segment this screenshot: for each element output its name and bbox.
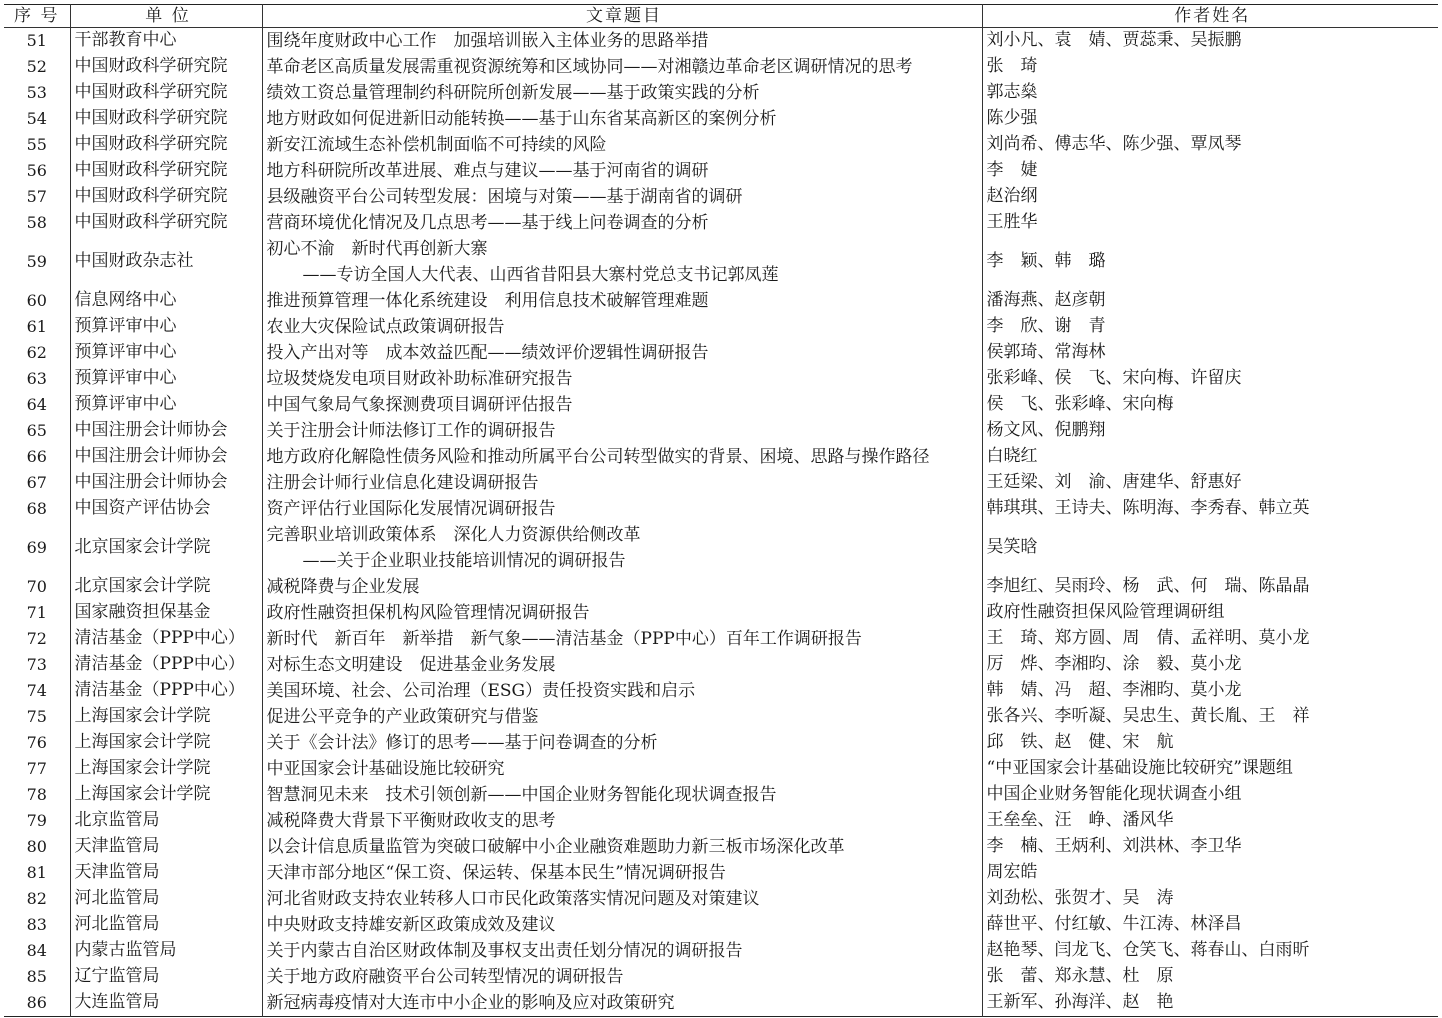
- cell-title: [262, 782, 982, 808]
- title-line: 关于《会计法》修订的思考——基于问卷调查的分析: [266, 733, 658, 753]
- table-row: [4, 886, 1438, 912]
- cell-authors: 白晓红: [982, 444, 1438, 470]
- table-row: [4, 236, 1438, 288]
- title-line: 地方政府化解隐性债务风险和推动所属平台公司转型做实的背景、困境、思路与操作路径: [266, 447, 930, 467]
- cell-authors: 王新军、孙海洋、赵 艳: [982, 990, 1438, 1017]
- cell-no: 70: [26, 577, 47, 597]
- table-row: [4, 522, 1438, 574]
- cell-unit: 北京国家会计学院: [70, 574, 262, 600]
- table-row: [4, 444, 1438, 470]
- cell-no: 59: [26, 252, 47, 272]
- title-line: 天津市部分地区“保工资、保运转、保基本民生”情况调研报告: [266, 863, 726, 883]
- cell-title: [262, 366, 982, 392]
- cell-unit: 上海国家会计学院: [70, 756, 262, 782]
- cell-no: 58: [26, 213, 47, 233]
- table-row: [4, 600, 1438, 626]
- cell-title: [262, 418, 982, 444]
- header-title: 文章题目: [262, 5, 982, 28]
- cell-title: [262, 990, 982, 1017]
- table-row: [4, 938, 1438, 964]
- table-row: [4, 80, 1438, 106]
- cell-no: 66: [26, 447, 47, 467]
- cell-title: [262, 756, 982, 782]
- table-row: [4, 106, 1438, 132]
- cell-no: 79: [26, 811, 47, 831]
- cell-no: 76: [26, 733, 47, 753]
- cell-title: [262, 860, 982, 886]
- cell-authors: 刘尚希、傅志华、陈少强、覃凤琴: [982, 132, 1438, 158]
- cell-unit: 预算评审中心: [70, 392, 262, 418]
- cell-unit: 预算评审中心: [70, 314, 262, 340]
- cell-no: 86: [26, 993, 47, 1013]
- table-row: [4, 184, 1438, 210]
- cell-no: 64: [26, 395, 47, 415]
- cell-authors: 李 婕: [982, 158, 1438, 184]
- cell-unit: 中国注册会计师协会: [70, 470, 262, 496]
- cell-title: [262, 730, 982, 756]
- cell-unit: 河北监管局: [70, 886, 262, 912]
- title-line: 县级融资平台公司转型发展：困境与对策——基于湖南省的调研: [266, 187, 743, 207]
- cell-title: [262, 652, 982, 678]
- cell-unit: 天津监管局: [70, 860, 262, 886]
- cell-title: [262, 522, 982, 574]
- cell-unit: 中国财政科学研究院: [70, 184, 262, 210]
- cell-authors: 邱 铁、赵 健、宋 航: [982, 730, 1438, 756]
- cell-no: 74: [26, 681, 47, 701]
- cell-authors: 郭志燊: [982, 80, 1438, 106]
- title-line: 关于内蒙古自治区财政体制及事权支出责任划分情况的调研报告: [266, 941, 743, 961]
- cell-authors: 侯郭琦、常海林: [982, 340, 1438, 366]
- title-line: 新冠病毒疫情对大连市中小企业的影响及应对政策研究: [266, 993, 675, 1013]
- cell-no: 61: [26, 317, 47, 337]
- cell-no: 82: [26, 889, 47, 909]
- cell-authors: 王 琦、郑方圆、周 倩、孟祥明、莫小龙: [982, 626, 1438, 652]
- cell-title: [262, 54, 982, 80]
- cell-authors: 潘海燕、赵彦朝: [982, 288, 1438, 314]
- title-line: 初心不渝 新时代再创新大寨: [266, 239, 488, 259]
- cell-authors: 王垒垒、汪 峥、潘风华: [982, 808, 1438, 834]
- cell-title: [262, 808, 982, 834]
- title-line: 政府性融资担保机构风险管理情况调研报告: [266, 603, 590, 623]
- cell-no: 62: [26, 343, 47, 363]
- table-row: [4, 418, 1438, 444]
- title-line: ——专访全国人大代表、山西省昔阳县大寨村党总支书记郭凤莲: [302, 265, 779, 285]
- cell-unit: 上海国家会计学院: [70, 730, 262, 756]
- title-line: 资产评估行业国际化发展情况调研报告: [266, 499, 556, 519]
- cell-title: [262, 886, 982, 912]
- cell-unit: 干部教育中心: [70, 28, 262, 55]
- title-line: 垃圾焚烧发电项目财政补助标准研究报告: [266, 369, 573, 389]
- cell-unit: 中国资产评估协会: [70, 496, 262, 522]
- cell-no: 85: [26, 967, 47, 987]
- title-line: 地方科研院所改革进展、难点与建议——基于河南省的调研: [266, 161, 709, 181]
- cell-unit: 内蒙古监管局: [70, 938, 262, 964]
- table-body: [4, 28, 1438, 1017]
- cell-no: 65: [26, 421, 47, 441]
- cell-title: [262, 158, 982, 184]
- table-header: [4, 5, 1438, 28]
- title-line: 以会计信息质量监管为突破口破解中小企业融资难题助力新三板市场深化改革: [266, 837, 845, 857]
- cell-authors: 张 琦: [982, 54, 1438, 80]
- cell-title: [262, 132, 982, 158]
- cell-authors: 周宏皓: [982, 860, 1438, 886]
- cell-unit: 中国财政科学研究院: [70, 80, 262, 106]
- table-row: [4, 704, 1438, 730]
- header-unit: 单 位: [70, 5, 262, 28]
- table-row: [4, 782, 1438, 808]
- title-line: 围绕年度财政中心工作 加强培训嵌入主体业务的思路举措: [266, 31, 709, 51]
- cell-authors: 杨文风、倪鹏翔: [982, 418, 1438, 444]
- title-line: 促进公平竞争的产业政策研究与借鉴: [266, 707, 539, 727]
- cell-no: 56: [26, 161, 47, 181]
- cell-authors: 厉 烨、李湘昀、涂 毅、莫小龙: [982, 652, 1438, 678]
- cell-title: [262, 678, 982, 704]
- table-row: [4, 314, 1438, 340]
- title-line: 绩效工资总量管理制约科研院所创新发展——基于政策实践的分析: [266, 83, 760, 103]
- cell-authors: 陈少强: [982, 106, 1438, 132]
- cell-unit: 辽宁监管局: [70, 964, 262, 990]
- table-row: [4, 964, 1438, 990]
- header-authors: 作者姓名: [982, 5, 1438, 28]
- title-line: 农业大灾保险试点政策调研报告: [266, 317, 505, 337]
- table-row: [4, 340, 1438, 366]
- cell-no: 53: [26, 83, 47, 103]
- cell-unit: 天津监管局: [70, 834, 262, 860]
- cell-unit: 上海国家会计学院: [70, 782, 262, 808]
- table-row: [4, 860, 1438, 886]
- cell-unit: 中国财政科学研究院: [70, 158, 262, 184]
- table-row: [4, 54, 1438, 80]
- cell-title: [262, 912, 982, 938]
- table-row: [4, 808, 1438, 834]
- cell-no: 67: [26, 473, 47, 493]
- cell-no: 71: [26, 603, 47, 623]
- cell-title: [262, 314, 982, 340]
- cell-authors: 吴笑晗: [982, 522, 1438, 574]
- table-row: [4, 626, 1438, 652]
- table-row: [4, 990, 1438, 1017]
- cell-no: 77: [26, 759, 47, 779]
- cell-authors: 韩 婧、冯 超、李湘昀、莫小龙: [982, 678, 1438, 704]
- cell-unit: 北京监管局: [70, 808, 262, 834]
- cell-no: 55: [26, 135, 47, 155]
- table-row: [4, 756, 1438, 782]
- cell-unit: 预算评审中心: [70, 366, 262, 392]
- cell-no: 84: [26, 941, 47, 961]
- title-line: 智慧洞见未来 技术引领创新——中国企业财务智能化现状调查报告: [266, 785, 777, 805]
- cell-no: 57: [26, 187, 47, 207]
- title-line: 中亚国家会计基础设施比较研究: [266, 759, 505, 779]
- title-line: 新安江流域生态补偿机制面临不可持续的风险: [266, 135, 607, 155]
- cell-title: [262, 444, 982, 470]
- cell-no: 54: [26, 109, 47, 129]
- title-line: 中国气象局气象探测费项目调研评估报告: [266, 395, 573, 415]
- cell-title: [262, 496, 982, 522]
- title-line: 完善职业培训政策体系 深化人力资源供给侧改革: [266, 525, 641, 545]
- cell-no: 78: [26, 785, 47, 805]
- cell-unit: 清洁基金（PPP中心）: [70, 626, 262, 652]
- table-row: [4, 366, 1438, 392]
- cell-unit: 北京国家会计学院: [70, 522, 262, 574]
- cell-unit: 中国财政杂志社: [70, 236, 262, 288]
- title-line: 注册会计师行业信息化建设调研报告: [266, 473, 539, 493]
- cell-unit: 国家融资担保基金: [70, 600, 262, 626]
- cell-no: 69: [26, 538, 47, 558]
- table-row: [4, 392, 1438, 418]
- table-row: [4, 288, 1438, 314]
- cell-no: 72: [26, 629, 47, 649]
- cell-authors: 赵治纲: [982, 184, 1438, 210]
- cell-unit: 中国注册会计师协会: [70, 444, 262, 470]
- cell-authors: 侯 飞、张彩峰、宋向梅: [982, 392, 1438, 418]
- cell-authors: 李 楠、王炳利、刘洪林、李卫华: [982, 834, 1438, 860]
- cell-unit: 河北监管局: [70, 912, 262, 938]
- table-row: [4, 574, 1438, 600]
- cell-title: [262, 600, 982, 626]
- table-row: [4, 28, 1438, 55]
- table-row: [4, 210, 1438, 236]
- cell-authors: 张 蕾、郑永慧、杜 原: [982, 964, 1438, 990]
- table-row: [4, 834, 1438, 860]
- title-line: 河北省财政支持农业转移人口市民化政策落实情况问题及对策建议: [266, 889, 760, 909]
- title-line: 中央财政支持雄安新区政策成效及建议: [266, 915, 556, 935]
- cell-no: 81: [26, 863, 47, 883]
- cell-authors: “中亚国家会计基础设施比较研究”课题组: [982, 756, 1438, 782]
- cell-title: [262, 80, 982, 106]
- cell-authors: 王廷梁、刘 渝、唐建华、舒惠好: [982, 470, 1438, 496]
- cell-authors: 刘劲松、张贺才、吴 涛: [982, 886, 1438, 912]
- cell-authors: 政府性融资担保风险管理调研组: [982, 600, 1438, 626]
- cell-title: [262, 210, 982, 236]
- header-row: [4, 5, 1438, 28]
- title-line: 革命老区高质量发展需重视资源统筹和区域协同——对湘赣边革命老区调研情况的思考: [266, 57, 913, 77]
- article-table: [4, 4, 1438, 1017]
- cell-unit: 中国财政科学研究院: [70, 132, 262, 158]
- table-row: [4, 652, 1438, 678]
- cell-unit: 清洁基金（PPP中心）: [70, 678, 262, 704]
- title-line: 对标生态文明建设 促进基金业务发展: [266, 655, 556, 675]
- cell-title: [262, 964, 982, 990]
- title-line: ——关于企业职业技能培训情况的调研报告: [302, 551, 626, 571]
- cell-authors: 张各兴、李听凝、吴忠生、黄长胤、王 祥: [982, 704, 1438, 730]
- cell-unit: 大连监管局: [70, 990, 262, 1017]
- cell-title: [262, 704, 982, 730]
- cell-authors: 薛世平、付红敏、牛江涛、林泽昌: [982, 912, 1438, 938]
- cell-authors: 王胜华: [982, 210, 1438, 236]
- cell-authors: 刘小凡、袁 婧、贾蕊秉、吴振鹏: [982, 28, 1438, 55]
- title-line: 减税降费与企业发展: [266, 577, 420, 597]
- cell-authors: 赵艳琴、闫龙飞、仓笑飞、蒋春山、白雨昕: [982, 938, 1438, 964]
- cell-authors: 李 颖、韩 璐: [982, 236, 1438, 288]
- cell-title: [262, 938, 982, 964]
- table-row: [4, 912, 1438, 938]
- cell-title: [262, 834, 982, 860]
- table-row: [4, 730, 1438, 756]
- cell-no: 73: [26, 655, 47, 675]
- table-row: [4, 678, 1438, 704]
- cell-title: [262, 184, 982, 210]
- cell-title: [262, 236, 982, 288]
- cell-authors: 李旭红、吴雨玲、杨 武、何 瑞、陈晶晶: [982, 574, 1438, 600]
- cell-unit: 信息网络中心: [70, 288, 262, 314]
- title-line: 地方财政如何促进新旧动能转换——基于山东省某高新区的案例分析: [266, 109, 777, 129]
- cell-unit: 预算评审中心: [70, 340, 262, 366]
- title-line: 关于注册会计师法修订工作的调研报告: [266, 421, 556, 441]
- table-row: [4, 496, 1438, 522]
- title-line: 营商环境优化情况及几点思考——基于线上问卷调查的分析: [266, 213, 709, 233]
- cell-no: 80: [26, 837, 47, 857]
- cell-no: 68: [26, 499, 47, 519]
- cell-unit: 清洁基金（PPP中心）: [70, 652, 262, 678]
- cell-title: [262, 340, 982, 366]
- title-line: 减税降费大背景下平衡财政收支的思考: [266, 811, 556, 831]
- table-row: [4, 132, 1438, 158]
- cell-unit: 中国注册会计师协会: [70, 418, 262, 444]
- cell-title: [262, 106, 982, 132]
- cell-authors: 张彩峰、侯 飞、宋向梅、许留庆: [982, 366, 1438, 392]
- cell-title: [262, 470, 982, 496]
- cell-title: [262, 28, 982, 55]
- header-no: 序 号: [4, 5, 70, 28]
- cell-unit: 中国财政科学研究院: [70, 106, 262, 132]
- cell-unit: 上海国家会计学院: [70, 704, 262, 730]
- cell-title: [262, 288, 982, 314]
- title-line: 推进预算管理一体化系统建设 利用信息技术破解管理难题: [266, 291, 709, 311]
- title-line: 新时代 新百年 新举措 新气象——清洁基金（PPP中心）百年工作调研报告: [266, 629, 862, 649]
- title-line: 关于地方政府融资平台公司转型情况的调研报告: [266, 967, 624, 987]
- cell-authors: 韩琪琪、王诗夫、陈明海、李秀春、韩立英: [982, 496, 1438, 522]
- cell-authors: 李 欣、谢 青: [982, 314, 1438, 340]
- cell-unit: 中国财政科学研究院: [70, 210, 262, 236]
- cell-no: 63: [26, 369, 47, 389]
- cell-no: 83: [26, 915, 47, 935]
- title-line: 投入产出对等 成本效益匹配——绩效评价逻辑性调研报告: [266, 343, 709, 363]
- cell-no: 51: [26, 31, 47, 51]
- cell-unit: 中国财政科学研究院: [70, 54, 262, 80]
- cell-no: 75: [26, 707, 47, 727]
- cell-title: [262, 574, 982, 600]
- table-row: [4, 470, 1438, 496]
- cell-authors: 中国企业财务智能化现状调查小组: [982, 782, 1438, 808]
- cell-title: [262, 392, 982, 418]
- cell-title: [262, 626, 982, 652]
- title-line: 美国环境、社会、公司治理（ESG）责任投资实践和启示: [266, 681, 696, 701]
- table-row: [4, 158, 1438, 184]
- cell-no: 52: [26, 57, 47, 77]
- cell-no: 60: [26, 291, 47, 311]
